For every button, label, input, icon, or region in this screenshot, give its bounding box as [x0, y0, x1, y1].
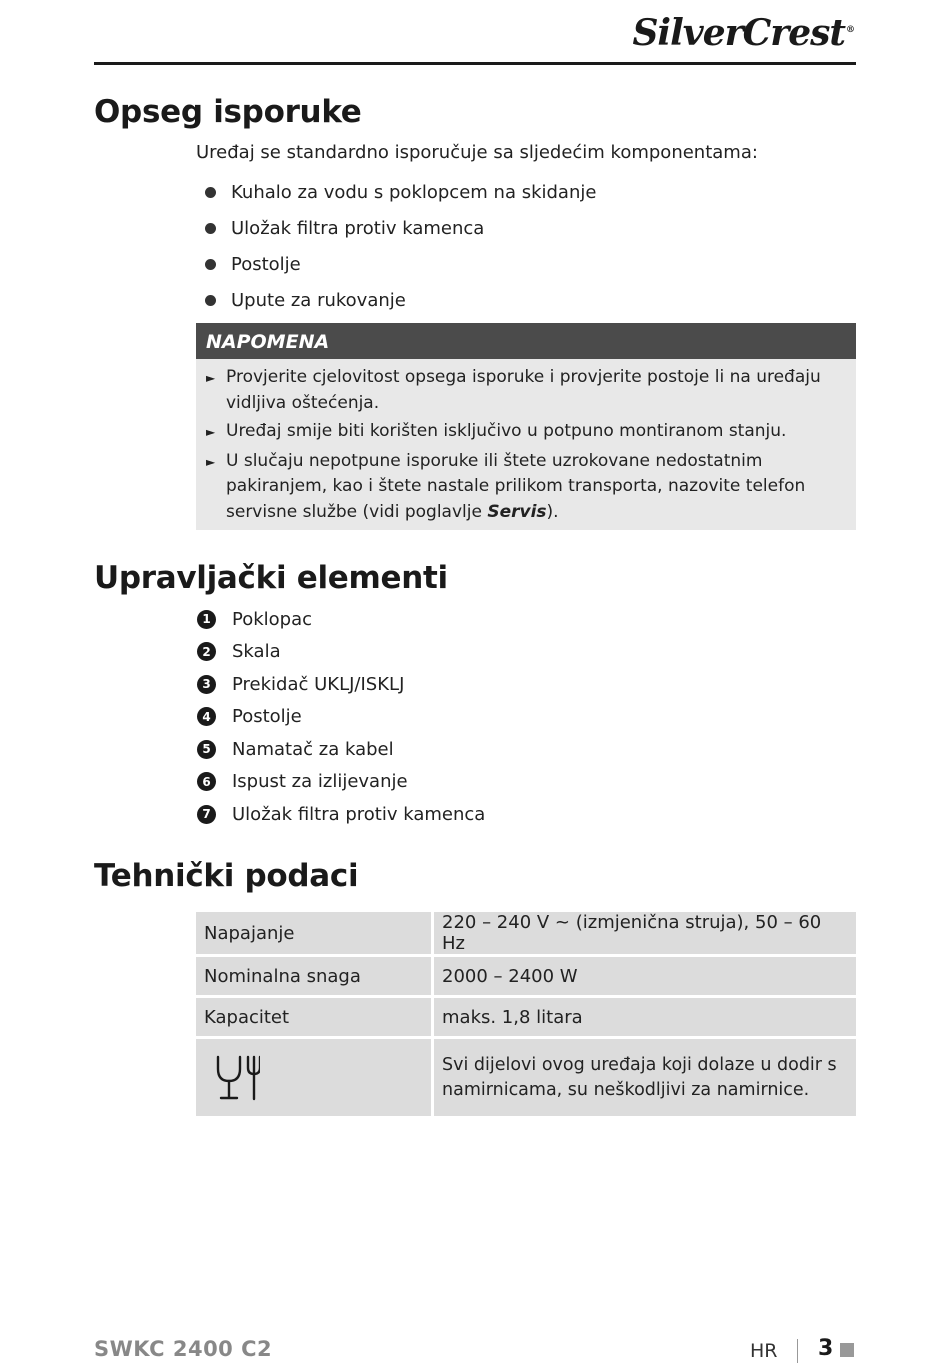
- language-code: HR: [750, 1340, 778, 1362]
- food-safe-text: Svi dijelovi ovog uređaja koji dolaze u dodir s namirnicama, su neškodljivi za namirnice.: [434, 1039, 856, 1116]
- list-item: 7 Uložak filtra protiv kamenca: [197, 798, 485, 831]
- registered-mark: ®: [846, 25, 854, 35]
- list-item: 3 Prekidač UKLJ/ISKLJ: [197, 668, 485, 701]
- page-number: 3: [818, 1336, 834, 1361]
- page-marker-icon: [840, 1343, 854, 1357]
- number-badge: 2: [197, 642, 216, 661]
- number-badge: 1: [197, 610, 216, 629]
- header-rule: [94, 62, 856, 65]
- list-item: 6 Ispust za izlijevanje: [197, 766, 485, 799]
- list-item: Kuhalo za vodu s poklopcem na skidanje: [200, 174, 596, 210]
- footer-divider: [797, 1339, 798, 1363]
- list-item: 2 Skala: [197, 636, 485, 669]
- spec-key: Nominalna snaga: [196, 957, 434, 995]
- brand-logo: SilverCrest®: [632, 12, 854, 54]
- spec-key: Kapacitet: [196, 998, 434, 1036]
- spec-value: 2000 – 2400 W: [434, 957, 856, 995]
- spec-value: maks. 1,8 litara: [434, 998, 856, 1036]
- specs-table: [196, 909, 856, 1119]
- bullet-icon: [205, 259, 216, 270]
- list-item: Uložak filtra protiv kamenca: [200, 210, 596, 246]
- food-safe-icon: [214, 1053, 260, 1103]
- model-number: SWKC 2400 C2: [94, 1337, 273, 1361]
- arrow-right-icon: ►: [206, 425, 216, 439]
- note-item: ► Provjerite cjelovitost opsega isporuke i provjerite postoje li na uređaju vidljiva oštećenja.: [206, 365, 842, 416]
- bullet-icon: [205, 295, 216, 306]
- table-row: [196, 998, 856, 1036]
- number-badge: 7: [197, 805, 216, 824]
- note-item: ► Uređaj smije biti korišten isključivo u potpuno montiranom stanju.: [206, 419, 842, 446]
- scope-intro: Uređaj se standardno isporučuje sa sljedećim komponentama:: [196, 142, 758, 163]
- number-badge: 5: [197, 740, 216, 759]
- scope-title: Opseg isporuke: [94, 94, 362, 130]
- arrow-right-icon: ►: [206, 454, 216, 469]
- list-item: 5 Namatač za kabel: [197, 733, 485, 766]
- list-item: 1 Poklopac: [197, 603, 485, 636]
- list-item: 4 Postolje: [197, 701, 485, 734]
- controls-list: [197, 603, 485, 831]
- specs-title: Tehnički podaci: [94, 858, 359, 894]
- spec-key: Napajanje: [196, 912, 434, 954]
- note-item: ► U slučaju nepotpune isporuke ili štete uzrokovane nedostatnim pakiranjem, kao i štete nastale prilikom transporta, nazovite telefon servisne službe (vidi poglavlje Servis).: [206, 449, 842, 526]
- bullet-icon: [205, 223, 216, 234]
- note-heading: NAPOMENA: [196, 323, 856, 359]
- note-list: [196, 359, 856, 525]
- number-badge: 4: [197, 707, 216, 726]
- food-safe-cell: [196, 1039, 434, 1116]
- number-badge: 6: [197, 772, 216, 791]
- scope-list: [200, 174, 596, 318]
- table-row: [196, 957, 856, 995]
- number-badge: 3: [197, 675, 216, 694]
- list-item: Upute za rukovanje: [200, 282, 596, 318]
- list-item: Postolje: [200, 246, 596, 282]
- table-row: [196, 1039, 856, 1116]
- arrow-right-icon: ►: [206, 371, 216, 385]
- service-chapter-ref: Servis: [487, 501, 547, 522]
- controls-title: Upravljački elementi: [94, 560, 448, 596]
- table-row: [196, 912, 856, 954]
- bullet-icon: [205, 187, 216, 198]
- spec-value: 220 – 240 V ~ (izmjenična struja), 50 – 60 Hz: [434, 912, 856, 954]
- note-box: [196, 323, 856, 530]
